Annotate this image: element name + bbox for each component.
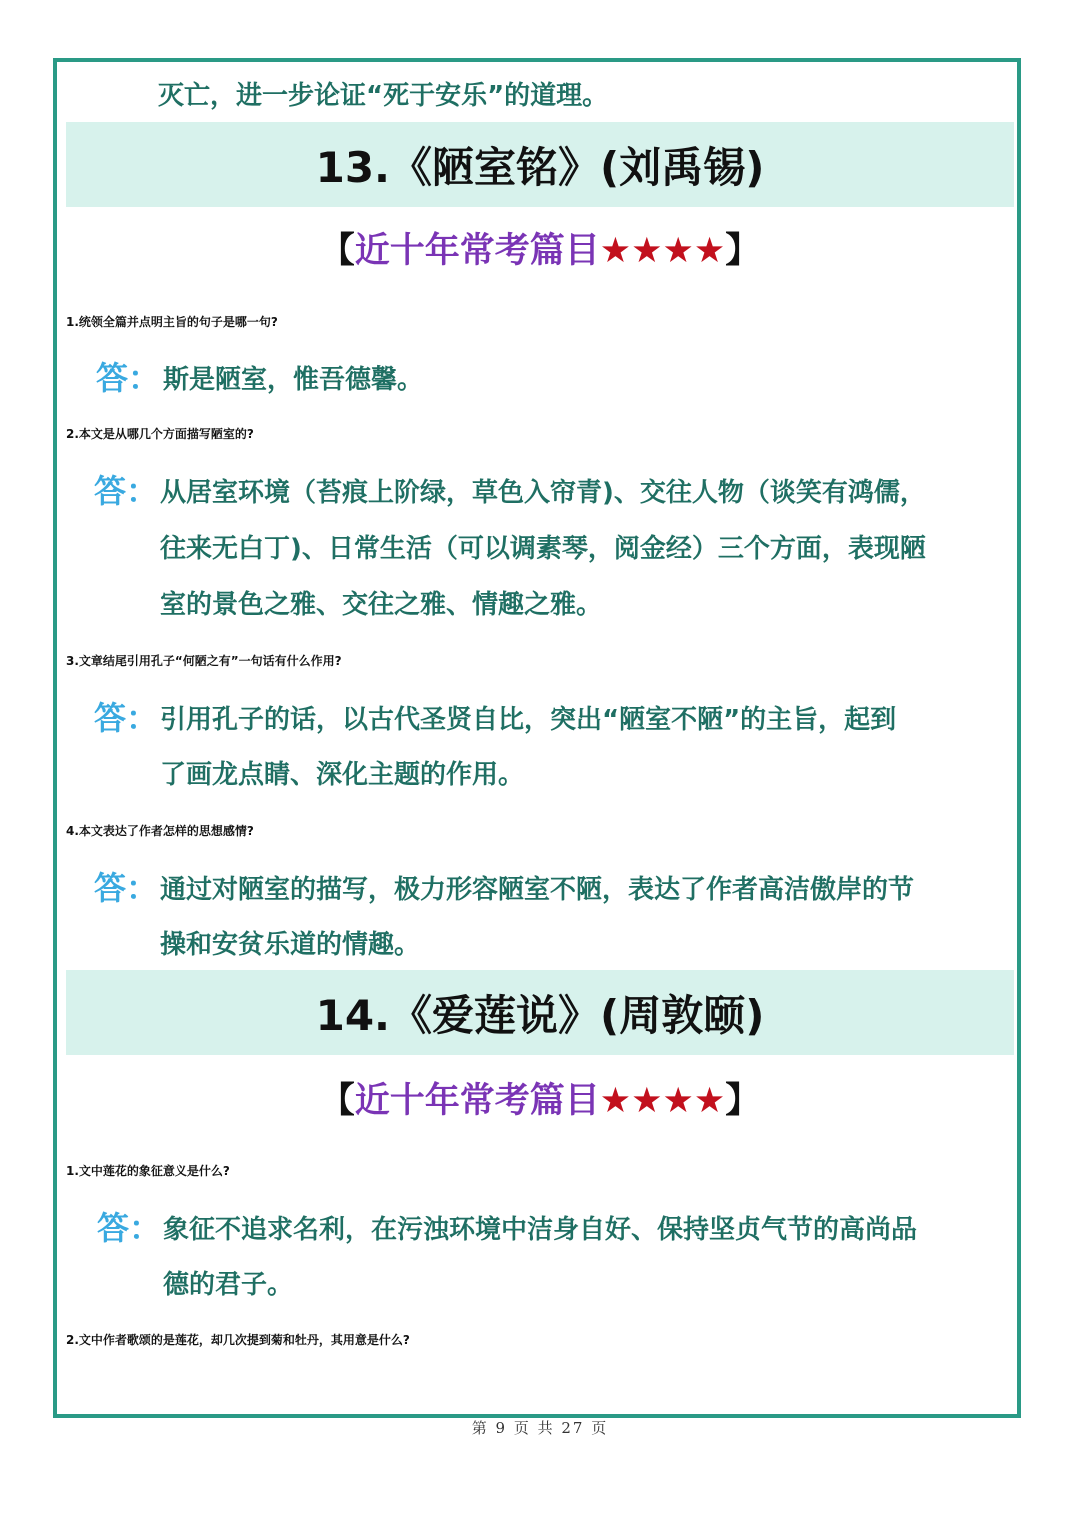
answer-line: 从居室环境（苔痕上阶绿，草色入帘青)、交往人物（谈笑有鸿儒， [160,478,926,508]
subtitle-text: 近十年常考篇目 [354,231,600,271]
question: 1.文中莲花的象征意义是什么? [66,1164,230,1178]
bracket-close: 】 [725,1081,761,1121]
section-title-band [66,970,1014,1055]
answer-line: 操和安贫乐道的情趣。 [160,930,421,960]
section-subtitle [0,1076,1080,1126]
answer-line: 斯是陋室，惟吾德馨。 [163,365,424,395]
answer-label: 答： [94,472,159,510]
page-number: 第 9 页 共 27 页 [471,1419,609,1437]
answer-line: 往来无白丁)、日常生活（可以调素琴，阅金经）三个方面，表现陋 [160,534,926,564]
question: 2.本文是从哪几个方面描写陋室的? [66,427,254,441]
subtitle-text: 近十年常考篇目 [354,1081,600,1121]
star-rating: ★★★★ [599,231,726,271]
answer-line: 通过对陋室的描写，极力形容陋室不陋，表达了作者高洁傲岸的节 [160,875,915,905]
question: 3.文章结尾引用孔子“何陋之有”一句话有什么作用? [66,654,342,668]
question: 2.文中作者歌颂的是莲花，却几次提到菊和牡丹，其用意是什么? [66,1333,410,1347]
answer-line: 德的君子。 [163,1270,294,1300]
star-rating: ★★★★ [599,1081,726,1121]
question: 1.统领全篇并点明主旨的句子是哪一句? [66,315,278,329]
answer-line: 象征不追求名利，在污浊环境中洁身自好、保持坚贞气节的高尚品 [163,1215,918,1245]
bracket-open: 【 [319,231,355,271]
section-title: 14.《爱莲说》(周敦颐) [315,990,765,1040]
answer-label: 答： [97,1209,162,1247]
answer-label: 答： [94,869,159,907]
section-title: 13.《陋室铭》(刘禹锡) [315,142,765,192]
answer-line: 室的景色之雅、交往之雅、情趣之雅。 [160,590,603,620]
section-subtitle [0,226,1080,276]
answer-label: 答： [94,699,159,737]
continuation-text: 灭亡，进一步论证“死于安乐”的道理。 [158,81,609,111]
answer-line: 引用孔子的话，以古代圣贤自比，突出“陋室不陋”的主旨，起到 [160,705,897,735]
section-title-band [66,122,1014,207]
bracket-close: 】 [725,231,761,271]
question: 4.本文表达了作者怎样的思想感情? [66,824,254,838]
answer-label: 答： [96,359,161,397]
bracket-open: 【 [319,1081,355,1121]
answer-line: 了画龙点睛、深化主题的作用。 [160,760,525,790]
